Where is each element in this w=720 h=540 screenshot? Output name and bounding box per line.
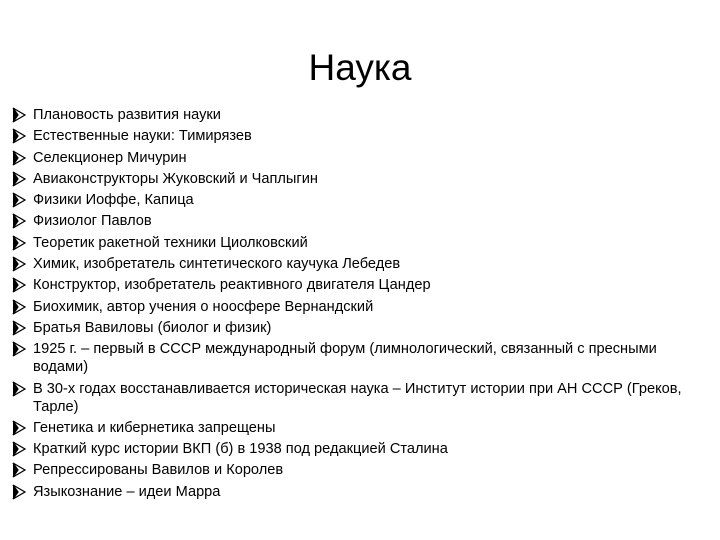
list-item [12,298,702,316]
list-item [12,106,702,124]
arrowhead-bullet-icon [12,381,26,397]
list-item [12,340,702,376]
arrowhead-bullet-icon [12,171,26,187]
list-item [12,212,702,230]
list-item-text: Конструктор, изобретатель реактивного двигателя Цандер [33,277,431,294]
list-item-text: Физиолог Павлов [33,213,152,230]
list-item [12,319,702,337]
arrowhead-bullet-icon [12,150,26,166]
arrowhead-bullet-icon [12,107,26,123]
list-item-text: Теоретик ракетной техники Циолковский [33,234,308,251]
list-item-text: Генетика и кибернетика запрещены [33,419,276,436]
arrowhead-bullet-icon [12,484,26,500]
list-item-text: Селекционер Мичурин [33,149,187,166]
slide-title [0,44,720,92]
arrowhead-bullet-icon [12,256,26,272]
list-item-text: Биохимик, автор учения о ноосфере Вернандский [33,298,374,315]
list-item-text: В 30-х годах восстанавливается историческая наука – Институт истории при АН СССР (Греков, Тарле) [33,380,682,415]
list-item-text: Братья Вавиловы (биолог и физик) [33,319,272,336]
bullet-list [12,106,702,504]
list-item [12,127,702,145]
list-item [12,461,702,479]
slide-title-text: Наука [308,47,412,88]
arrowhead-bullet-icon [12,277,26,293]
arrowhead-bullet-icon [12,420,26,436]
arrowhead-bullet-icon [12,213,26,229]
list-item-text: Репрессированы Вавилов и Королев [33,462,284,479]
arrowhead-bullet-icon [12,320,26,336]
list-item [12,149,702,167]
list-item-text: Краткий курс истории ВКП (б) в 1938 под редакцией Сталина [33,441,448,458]
arrowhead-bullet-icon [12,462,26,478]
list-item-text: Физики Иоффе, Капица [33,192,194,209]
arrowhead-bullet-icon [12,341,26,357]
list-item-text: Авиаконструкторы Жуковский и Чаплыгин [33,170,318,187]
list-item [12,191,702,209]
list-item-text: Языкознание – идеи Марра [33,483,221,500]
list-item-text: Химик, изобретатель синтетического каучука Лебедев [33,256,401,273]
arrowhead-bullet-icon [12,299,26,315]
list-item [12,255,702,273]
arrowhead-bullet-icon [12,441,26,457]
list-item [12,483,702,501]
list-item [12,380,702,416]
list-item [12,440,702,458]
arrowhead-bullet-icon [12,235,26,251]
list-item [12,419,702,437]
list-item-text: Плановость развития науки [33,107,221,123]
arrowhead-bullet-icon [12,192,26,208]
list-item [12,234,702,252]
list-item [12,170,702,188]
list-item [12,276,702,294]
arrowhead-bullet-icon [12,128,26,144]
list-item-text: Естественные науки: Тимирязев [33,128,252,145]
list-item-text: 1925 г. – первый в СССР международный форум (лимнологический, связанный с пресными водами) [33,341,657,376]
